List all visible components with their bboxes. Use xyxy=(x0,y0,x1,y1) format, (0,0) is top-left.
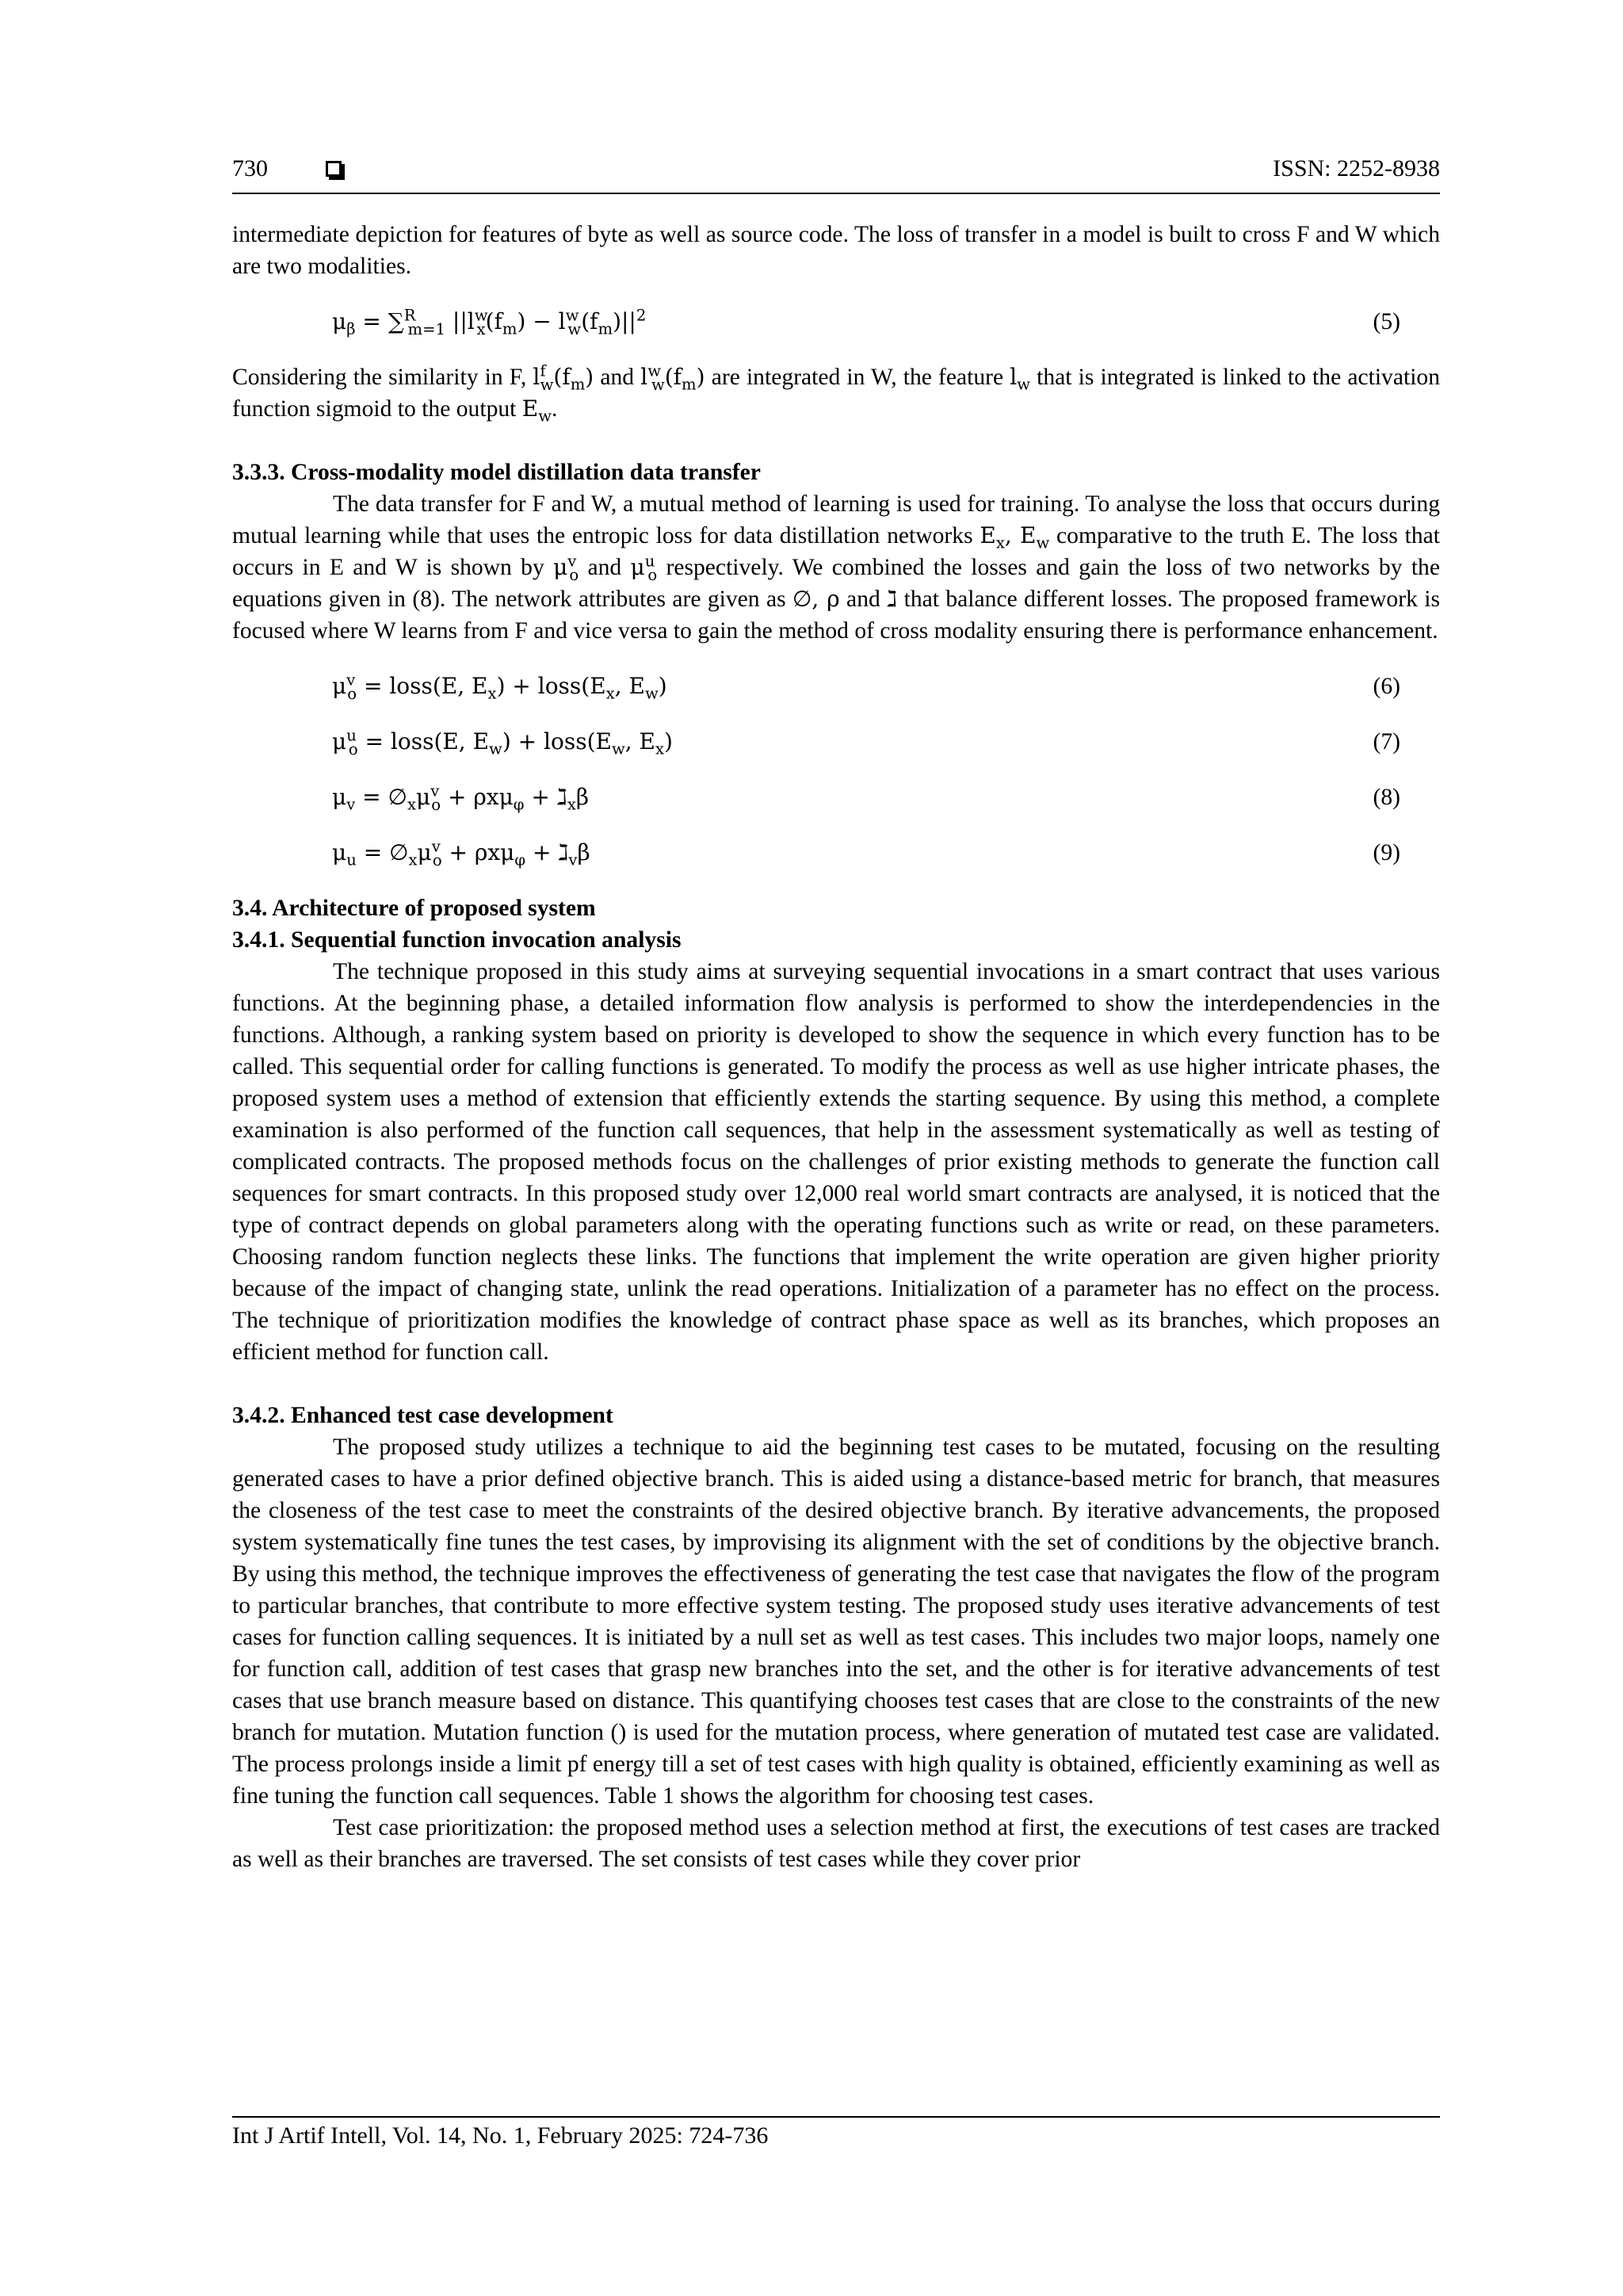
equation-7 xyxy=(232,726,1440,758)
section-342-body-2: Test case prioritization: the proposed method uses a selection method at first, the executions of test cases are tracked as well as their branches are traversed. The set consists of test cases while they cover prior xyxy=(232,1815,1440,1872)
similarity-paragraph: Considering the similarity in F, $l^f_w(f_m)$ and $l^w_w(f_m)$ are integrated in W, the feature $l_w$ that is integrated is linked to the activation function sigmoid to the output $E_w$. xyxy=(232,361,1441,426)
section-341-title: 3.4.1. Sequential function invocation analysis xyxy=(232,927,682,953)
equation-5-expression: $\mu_\beta = \sum^R_{m=1}$ $||l^w_x(f_m) - l^w_w(f_m)||^2$ xyxy=(332,306,647,338)
issn-label: ISSN: 2252-8938 xyxy=(1273,155,1440,181)
equation-5-number: (5) xyxy=(1373,309,1400,334)
section-341-body: The technique proposed in this study aims at surveying sequential invocations in a smart contract that uses various functions. At the beginning phase, a detailed information flow analysis is performed to show the interdependencies in the functions. Although, a ranking system based on priority is developed to show the sequence in which every function has to be called. This sequential order for calling functions is generated. To modify the process as well as use higher intricate phases, the proposed system uses a method of extension that efficiently extends the starting sequence. By using this method, a complete examination is also performed of the function call sequences, that help in the assessment systematically as well as testing of complicated contracts. The proposed methods focus on the challenges of prior existing methods to generate the function call sequences for smart contracts. In this proposed study over 12,000 real world smart contracts are analysed, it is noticed that the type of contract depends on global parameters along with the operating functions such as write or read, on these parameters. Choosing random function neglects these links. The functions that implement the write operation are given higher priority because of the impact of changing state, unlink the read operations. Initialization of a parameter has no effect on the process. The technique of prioritization modifies the knowledge of contract phase space as well as its branches, which proposes an efficient method for function call. xyxy=(232,959,1440,1365)
equation-8 xyxy=(232,781,1440,813)
section-34-title: 3.4. Architecture of proposed system xyxy=(232,896,596,921)
page-footer: Int J Artif Intell, Vol. 14, No. 1, February 2025: 724-736 xyxy=(232,2122,769,2149)
page-header xyxy=(232,155,1440,190)
page-content xyxy=(232,219,1440,1875)
equation-7-expression: $\mu^u_o$ = loss(E, $E_w$) + $loss(E_w$, $E_x$) xyxy=(332,726,673,758)
intro-paragraph: intermediate depiction for features of byte as well as source code. The loss of transfer in a model is built to cross F and W which are two modalities. xyxy=(232,222,1440,279)
section-342-body: The proposed study utilizes a technique to aid the beginning test cases to be mutated, focusing on the resulting generated cases to have a prior defined objective branch. This is aided using a distance-based metric for branch, that measures the closeness of the test case to meet the constraints of the desired objective branch. By iterative advancements, the proposed system systematically fine tunes the test cases, by improvising its alignment with the set of conditions by the objective branch. By using this method, the technique improves the effectiveness of generating the test case that navigates the flow of the program to particular branches, that contribute to more effective system testing. The proposed study uses iterative advancements of test cases for function calling sequences. It is initiated by a null set as well as test cases. This includes two major loops, namely one for function call, addition of test cases that grasp new branches into the set, and the other is for iterative advancements of test cases that use branch measure based on distance. This quantifying chooses test cases that are close to the constraints of the new branch for mutation. Mutation function () is used for the mutation process, where generation of mutated test case are validated. The process prolongs inside a limit pf energy till a set of test cases with high quality is obtained, efficiently examining as well as fine tuning the function call sequences. Table 1 shows the algorithm for choosing test cases. xyxy=(232,1435,1440,1809)
header-rule xyxy=(232,193,1440,194)
equation-6-expression: $\mu^v_o$ = loss(E, $E_x$) + $loss(E_x$, $E_w$) xyxy=(332,670,667,703)
footer-rule xyxy=(232,2116,1440,2118)
page-number: 730 xyxy=(232,155,268,181)
section-333-title: 3.3.3. Cross-modality model distillation data transfer xyxy=(232,460,761,485)
equation-7-number: (7) xyxy=(1373,729,1400,755)
equation-6 xyxy=(232,670,1440,702)
equation-9 xyxy=(232,837,1440,869)
equation-5 xyxy=(232,306,1440,338)
section-342-title: 3.4.2. Enhanced test case development xyxy=(232,1403,613,1428)
section-333-body: The data transfer for F and W, a mutual method of learning is used for training. To analyse the loss that occurs during mutual learning while that uses the entropic loss for data distillation networks $E_x$, $E_w$ comparative to the truth E. The loss that occurs in E and W is shown by $\mu^v_o$ and $\mu^u_o$ respectively. We combined the losses and gain the loss of two networks by the equations given in (8). The network attributes are given as ∅, ρ and ℷ that balance different losses. The proposed framework is focused where W learns from F and vice versa to gain the method of cross modality ensuring there is performance enhancement. xyxy=(232,491,1440,644)
equation-8-number: (8) xyxy=(1373,785,1400,810)
paper-page xyxy=(232,0,1440,2296)
equation-6-number: (6) xyxy=(1373,674,1400,699)
equation-8-expression: $\mu_v$ = $\emptyset_x\mu^v_o + \rho x\mu_\varphi$ + ℷ$_x$β xyxy=(332,781,590,814)
equation-9-expression: $\mu_u$ = $\emptyset_x\mu^v_o + \rho x\mu_\varphi$ + ℷ$_v$β xyxy=(332,837,590,869)
equation-9-number: (9) xyxy=(1373,840,1400,865)
box-bullet-icon xyxy=(326,161,342,177)
